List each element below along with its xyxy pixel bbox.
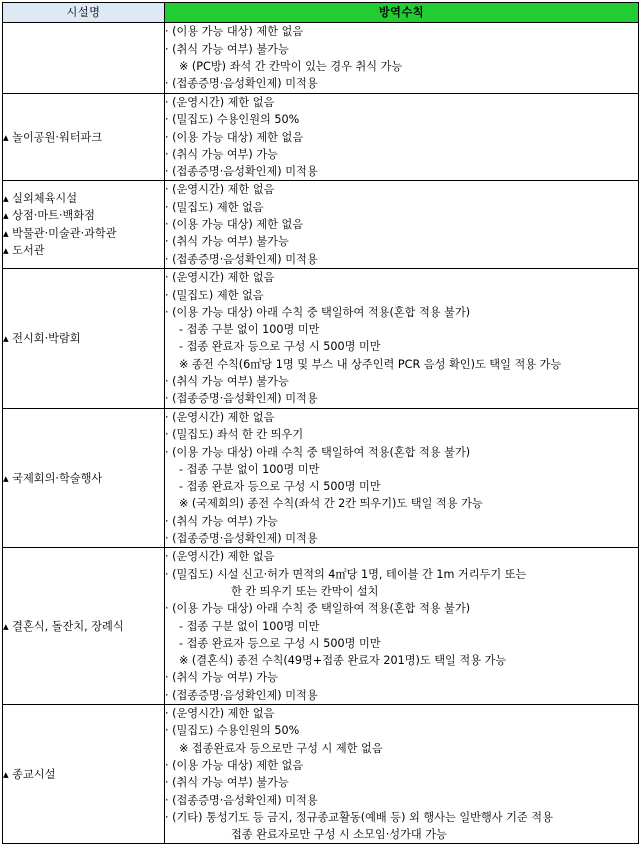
rule-line: · (접종증명·음성확인제) 미적용 [165, 165, 318, 179]
rule-line: - 접종 완료자 등으로 구성 시 500명 미만 [179, 636, 381, 650]
facility-name: ▴ 결혼식, 돌잔치, 장례식 [3, 619, 124, 633]
facility-cell [3, 705, 165, 844]
rule-line: · (기타) 통성기도 등 금지, 정규종교활동(예배 등) 외 행사는 일반행사 기준 적용 [165, 810, 553, 824]
rules-cell [165, 181, 639, 268]
rule-line: · (접종증명·음성확인제) 미적용 [165, 77, 318, 91]
rule-line: · (이용 가능 대상) 제한 없음 [165, 758, 304, 772]
table-row [3, 705, 639, 844]
rules-column-header: 방역수칙 [165, 3, 639, 23]
rule-line: · (밀집도) 좌석 한 칸 띄우기 [165, 428, 304, 442]
rule-line: - 접종 구분 없이 100명 미만 [179, 462, 320, 476]
table-row [3, 23, 639, 94]
rule-line: ※ (국제회의) 종전 수칙(좌석 간 2칸 띄우기)도 택일 적용 가능 [179, 497, 483, 511]
rule-line: · (취식 가능 여부) 가능 [165, 671, 278, 685]
rule-line: - 접종 구분 없이 100명 미만 [179, 323, 320, 337]
facility-name: ▴ 상점·마트·백화점 [3, 209, 95, 223]
facility-name: ▴ 국제회의·학술행사 [3, 471, 103, 485]
rule-line: · (운영시간) 제한 없음 [165, 271, 275, 285]
rule-line: · (운영시간) 제한 없음 [165, 96, 275, 109]
rule-line: - 접종 완료자 등으로 구성 시 500명 미만 [179, 480, 381, 494]
table-row [3, 268, 639, 408]
facility-cell [3, 548, 165, 705]
rules-cell [165, 705, 639, 844]
facility-cell [3, 268, 165, 408]
rule-line: · (이용 가능 대상) 아래 수칙 중 택일하여 적용(혼합 적용 불가) [165, 445, 471, 459]
rule-line: ※ (PC방) 좌석 간 칸막이 있는 경우 취식 가능 [179, 60, 403, 73]
rule-line: · (접종증명·음성확인제) 미적용 [165, 688, 318, 702]
rule-line: · (취식 가능 여부) 불가능 [165, 776, 289, 790]
rule-line: · (운영시간) 제한 없음 [165, 183, 275, 197]
header-row [3, 3, 639, 23]
rules-cell [165, 408, 639, 547]
table-row [3, 181, 639, 268]
facility-cell [3, 408, 165, 547]
rule-line: · (밀집도) 시설 신고·허가 면적의 4㎡당 1명, 테이블 간 1m 거리두기 또는 [165, 567, 527, 581]
facility-name: ▴ 전시회·박람회 [3, 331, 81, 345]
rule-line: · (밀집도) 수용인원의 50% [165, 113, 300, 127]
rule-line: · (밀집도) 수용인원의 50% [165, 724, 300, 738]
rule-line: ※ (결혼식) 종전 수칙(49명+접종 완료자 201명)도 택일 적용 가능 [179, 654, 507, 668]
facility-column-header: 시설명 [3, 3, 165, 23]
quarantine-rules-table [2, 2, 639, 844]
table-row [3, 548, 639, 705]
rule-line: · (이용 가능 대상) 제한 없음 [165, 25, 304, 39]
rules-cell [165, 94, 639, 181]
rule-line: 접종 완료자로만 구성 시 소모임·성가대 가능 [231, 828, 447, 842]
rules-cell [165, 548, 639, 705]
rule-line: - 접종 완료자 등으로 구성 시 500명 미만 [179, 340, 381, 354]
rule-line: · (이용 가능 대상) 제한 없음 [165, 130, 304, 144]
rule-line: · (접종증명·음성확인제) 미적용 [165, 392, 318, 406]
rule-line: - 접종 구분 없이 100명 미만 [179, 619, 320, 633]
facility-name: ▴ 도서관 [3, 244, 45, 258]
facility-name: ▴ 놀이공원·워터파크 [3, 130, 103, 144]
rule-line: · (운영시간) 제한 없음 [165, 707, 275, 721]
rule-line: · (이용 가능 대상) 제한 없음 [165, 218, 304, 232]
table-row [3, 408, 639, 547]
rule-line: · (접종증명·음성확인제) 미적용 [165, 532, 318, 546]
rules-cell [165, 23, 639, 94]
facility-name: ▴ 박물관·미술관·과학관 [3, 226, 117, 240]
rule-line: 한 칸 띄우기 또는 칸막이 설치 [231, 584, 379, 598]
facility-cell [3, 94, 165, 181]
rule-line: · (이용 가능 대상) 아래 수칙 중 택일하여 적용(혼합 적용 불가) [165, 305, 471, 319]
rule-line: · (취식 가능 여부) 불가능 [165, 375, 289, 389]
rule-line: · (취식 가능 여부) 불가능 [165, 235, 289, 249]
rule-line: · (취식 가능 여부) 가능 [165, 147, 278, 161]
rule-line: · (접종증명·음성확인제) 미적용 [165, 793, 318, 807]
rule-line: ※ 종전 수칙(6㎡당 1명 및 부스 내 상주인력 PCR 음성 확인)도 택일 적용 가능 [179, 357, 562, 371]
facility-name: ▴ 종교시설 [3, 767, 56, 781]
facility-cell [3, 181, 165, 268]
rule-line: · (이용 가능 대상) 아래 수칙 중 택일하여 적용(혼합 적용 불가) [165, 602, 471, 616]
rule-line: · (밀집도) 제한 없음 [165, 200, 264, 214]
table-row [3, 94, 639, 181]
facility-name: ▴ 실외체육시설 [3, 192, 78, 206]
rule-line: · (밀집도) 제한 없음 [165, 288, 264, 302]
rule-line: · (취식 가능 여부) 불가능 [165, 42, 289, 56]
rules-cell [165, 268, 639, 408]
rule-line: · (접종증명·음성확인제) 미적용 [165, 252, 318, 266]
facility-cell [3, 23, 165, 94]
rule-line: ※ 접종완료자 등으로만 구성 시 제한 없음 [179, 741, 383, 755]
rule-line: · (운영시간) 제한 없음 [165, 550, 275, 564]
rule-line: · (운영시간) 제한 없음 [165, 410, 275, 424]
rule-line: · (취식 가능 여부) 가능 [165, 514, 278, 528]
